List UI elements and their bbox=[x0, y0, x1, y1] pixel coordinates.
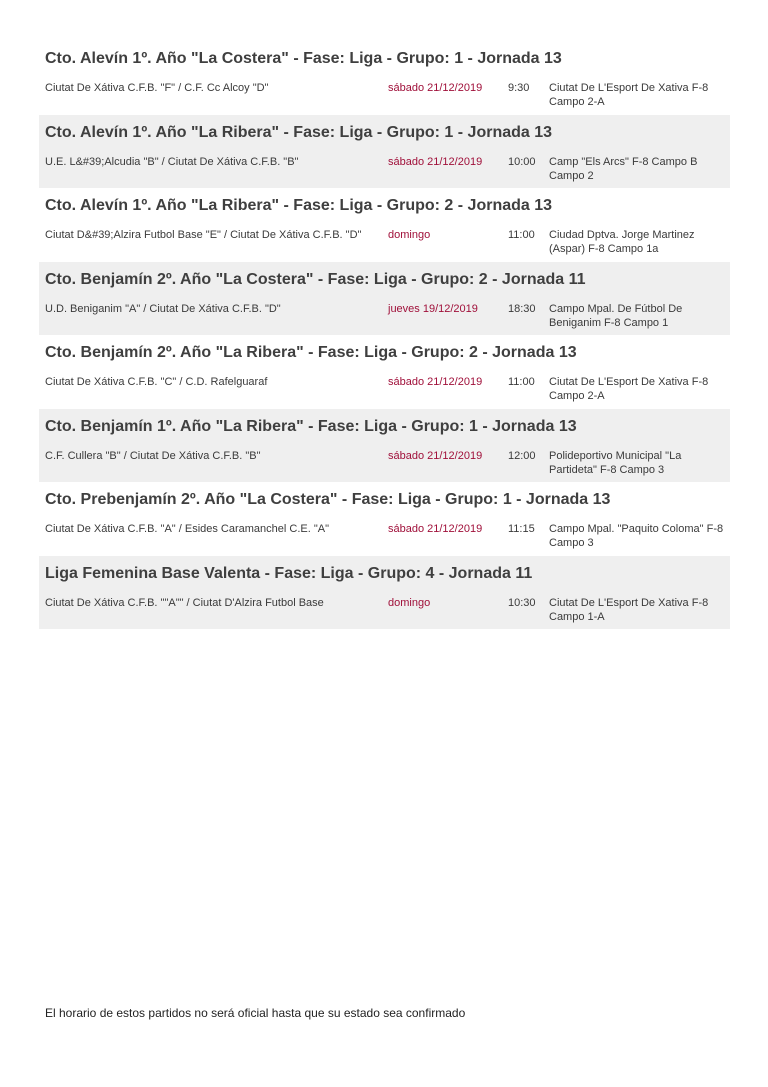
match-date: domingo bbox=[388, 596, 431, 609]
match-block bbox=[39, 115, 730, 189]
match-block bbox=[39, 41, 730, 115]
match-teams: Ciutat D&#39;Alzira Futbol Base "E" / Ciutat De Xátiva C.F.B. "D" bbox=[45, 229, 362, 241]
match-teams: U.E. L&#39;Alcudia "B" / Ciutat De Xátiva C.F.B. "B" bbox=[45, 155, 299, 168]
match-schedule-list bbox=[39, 41, 730, 629]
match-venue: Campo Mpal. De Fútbol De Beniganim F-8 Campo 1 bbox=[549, 302, 683, 329]
match-date: sábado 21/12/2019 bbox=[388, 376, 483, 388]
competition-title: Cto. Benjamín 2º. Año "La Ribera" - Fase: Liga - Grupo: 2 - Jornada 13 bbox=[45, 344, 577, 361]
match-block bbox=[39, 482, 730, 556]
match-date: sábado 21/12/2019 bbox=[388, 82, 483, 94]
competition-title: Cto. Alevín 1º. Año "La Ribera" - Fase: Liga - Grupo: 1 - Jornada 13 bbox=[45, 123, 553, 141]
match-teams: Ciutat De Xátiva C.F.B. "F" / C.F. Cc Alcoy "D" bbox=[45, 82, 269, 94]
match-block bbox=[39, 409, 730, 483]
match-teams: Ciutat De Xátiva C.F.B. ""A"" / Ciutat D'Alzira Futbol Base bbox=[45, 596, 324, 609]
match-time: 11:00 bbox=[508, 376, 535, 388]
match-time: 11:15 bbox=[508, 523, 535, 535]
match-venue: Campo Mpal. "Paquito Coloma" F-8 Campo 3 bbox=[549, 523, 724, 549]
competition-title: Liga Femenina Base Valenta - Fase: Liga - Grupo: 4 - Jornada 11 bbox=[45, 564, 533, 582]
match-teams: Ciutat De Xátiva C.F.B. "C" / C.D. Rafelguaraf bbox=[45, 376, 268, 388]
match-date: domingo bbox=[388, 229, 431, 241]
match-block bbox=[39, 556, 730, 630]
competition-title: Cto. Alevín 1º. Año "La Costera" - Fase: Liga - Grupo: 1 - Jornada 13 bbox=[45, 50, 562, 67]
competition-title: Cto. Benjamín 1º. Año "La Ribera" - Fase: Liga - Grupo: 1 - Jornada 13 bbox=[45, 417, 577, 435]
match-time: 12:00 bbox=[508, 449, 536, 462]
match-date: sábado 21/12/2019 bbox=[388, 155, 483, 168]
match-venue: Ciutat De L'Esport De Xativa F-8 Campo 1-A bbox=[549, 596, 709, 623]
match-date: sábado 21/12/2019 bbox=[388, 523, 483, 535]
competition-title: Cto. Alevín 1º. Año "La Ribera" - Fase: Liga - Grupo: 2 - Jornada 13 bbox=[45, 197, 553, 214]
match-venue: Ciutat De L'Esport De Xativa F-8 Campo 2-A bbox=[549, 82, 709, 108]
match-time: 10:30 bbox=[508, 596, 536, 609]
match-teams: Ciutat De Xátiva C.F.B. "A" / Esides Caramanchel C.E. "A" bbox=[45, 523, 330, 535]
match-date: jueves 19/12/2019 bbox=[388, 302, 478, 315]
competition-title: Cto. Benjamín 2º. Año "La Costera" - Fase: Liga - Grupo: 2 - Jornada 11 bbox=[45, 270, 586, 288]
match-teams: C.F. Cullera "B" / Ciutat De Xátiva C.F.B. "B" bbox=[45, 449, 261, 462]
match-block bbox=[39, 335, 730, 409]
match-venue: Ciutat De L'Esport De Xativa F-8 Campo 2-A bbox=[549, 376, 709, 402]
match-time: 9:30 bbox=[508, 82, 530, 94]
match-venue: Camp "Els Arcs" F-8 Campo B Campo 2 bbox=[549, 155, 698, 182]
match-teams: U.D. Beniganim "A" / Ciutat De Xátiva C.F.B. "D" bbox=[45, 302, 281, 315]
match-block bbox=[39, 188, 730, 262]
match-time: 18:30 bbox=[508, 302, 536, 315]
match-venue: Ciudad Dptva. Jorge Martinez (Aspar) F-8 Campo 1a bbox=[549, 229, 695, 255]
footer-disclaimer: El horario de estos partidos no será oficial hasta que su estado sea confirmado bbox=[45, 1006, 466, 1020]
match-block bbox=[39, 262, 730, 336]
match-time: 10:00 bbox=[508, 155, 536, 168]
match-venue: Polideportivo Municipal "La Partideta" F-8 Campo 3 bbox=[549, 449, 682, 476]
competition-title: Cto. Prebenjamín 2º. Año "La Costera" - Fase: Liga - Grupo: 1 - Jornada 13 bbox=[45, 491, 611, 508]
match-date: sábado 21/12/2019 bbox=[388, 449, 483, 462]
match-time: 11:00 bbox=[508, 229, 535, 241]
